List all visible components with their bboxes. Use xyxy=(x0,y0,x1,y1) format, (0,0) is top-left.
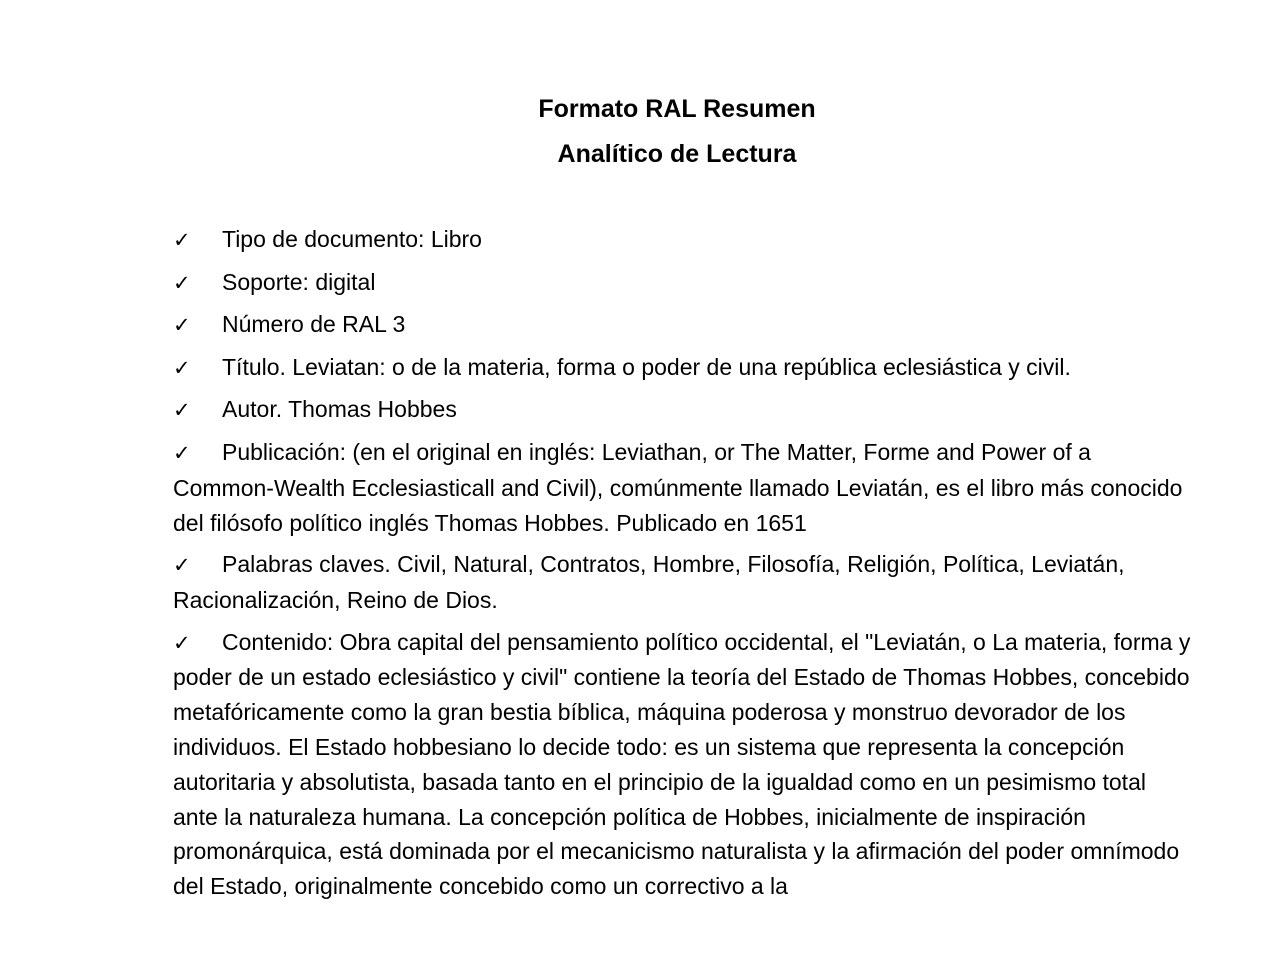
check-icon: ✓ xyxy=(173,313,191,338)
check-icon: ✓ xyxy=(173,355,191,380)
list-item-author xyxy=(173,392,1193,428)
title-line-2: Analítico de Lectura xyxy=(557,140,797,168)
list-item-support xyxy=(173,265,1193,301)
document-title xyxy=(0,87,1280,177)
check-icon: ✓ xyxy=(173,440,191,465)
list-item-text: Palabras claves. Civil, Natural, Contratos, Hombre, Filosofía, Religión, Política, Leviatán, Racionalización, Reino de Dios. xyxy=(173,551,1125,613)
summary-list xyxy=(173,222,1193,911)
check-icon: ✓ xyxy=(173,398,191,423)
list-item-text: Número de RAL 3 xyxy=(222,311,406,338)
list-item-document-type xyxy=(173,222,1193,258)
list-item-keywords xyxy=(173,547,1193,618)
list-item-text: Contenido: Obra capital del pensamiento político occidental, el "Leviatán, o La materia, forma y poder de un estado eclesiástico y civil" contiene la teoría del Estado de Thomas Hobbes, concebido metafóricamente como la gran bestia bíblica, máquina poderosa y monstruo devorador de los individuos. El Estado hobbesiano lo decide todo: es un sistema que representa la concepción autoritaria y absolutista, basada tanto en el principio de la igualdad como en un pesimismo total ante la naturaleza humana. La concepción política de Hobbes, inicialmente de inspiración promonárquica, está dominada por el mecanicismo naturalista y la afirmación del poder omnímodo del Estado, originalmente concebido como un correctivo a la xyxy=(173,628,1191,900)
list-item-text: Título. Leviatan: o de la materia, forma o poder de una república eclesiástica y civil. xyxy=(222,353,1071,380)
check-icon: ✓ xyxy=(173,553,191,578)
list-item-content xyxy=(173,625,1193,904)
list-item-text: Soporte: digital xyxy=(222,268,376,295)
list-item-publication xyxy=(173,435,1193,540)
list-item-title xyxy=(173,350,1193,386)
title-line-1: Formato RAL Resumen xyxy=(538,95,816,123)
check-icon: ✓ xyxy=(173,630,191,655)
list-item-ral-number xyxy=(173,307,1193,343)
list-item-text: Publicación: (en el original en inglés: Leviathan, or The Matter, Forme and Power of a Common-Wealth Ecclesiasticall and Civil), comúnmente llamado Leviatán, es el libro más conocido del filósofo político inglés Thomas Hobbes. Publicado en 1651 xyxy=(173,438,1183,536)
list-item-text: Autor. Thomas Hobbes xyxy=(222,396,457,423)
check-icon: ✓ xyxy=(173,228,191,252)
check-icon: ✓ xyxy=(173,270,191,295)
list-item-text: Tipo de documento: Libro xyxy=(222,226,482,252)
